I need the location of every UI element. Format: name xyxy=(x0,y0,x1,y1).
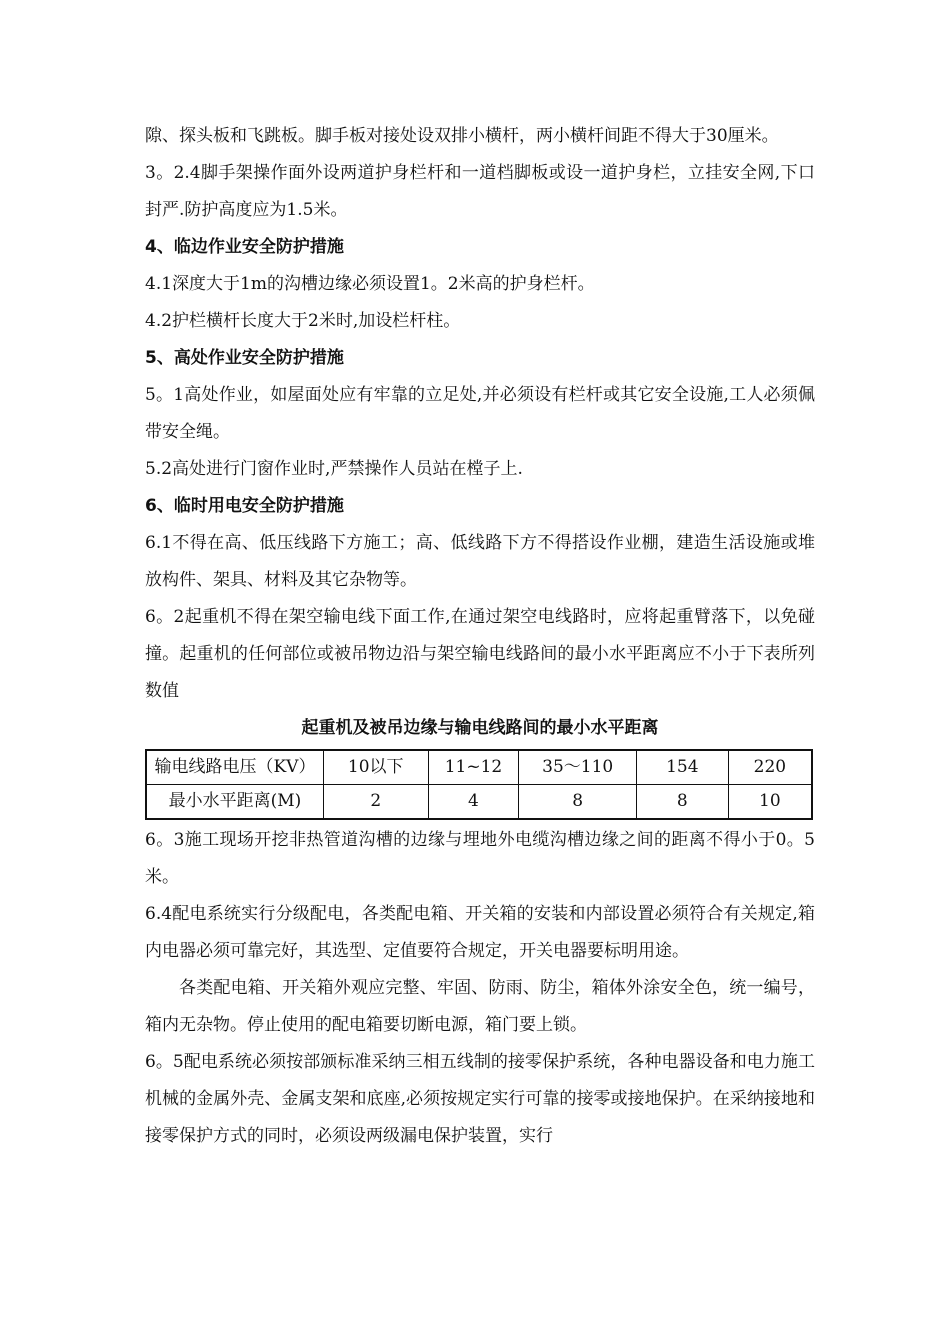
paragraph: 6。2起重机不得在架空输电线下面工作,在通过架空电线路时，应将起重臂落下，以免碰撞。起重机的任何部位或被吊物边沿与架空输电线路间的最小水平距离应不小于下表所列数值 xyxy=(145,607,815,701)
table-cell: 11~12 xyxy=(428,750,519,785)
paragraph: 6。3施工现场开挖非热管道沟槽的边缘与埋地外电缆沟槽边缘之间的距离不得小于0。5米。 xyxy=(145,830,815,887)
table-row xyxy=(146,750,812,785)
paragraph: 4.1深度大于1m的沟槽边缘必须设置1。2米高的护身栏杆。 xyxy=(145,274,595,294)
paragraph: 3。2.4脚手架操作面外设两道护身栏杆和一道档脚板或设一道护身栏，立挂安全网,下口封严.防护高度应为1.5米。 xyxy=(145,163,815,220)
paragraph-indented: 各类配电箱、开关箱外观应完整、牢固、防雨、防尘，箱体外涂安全色，统一编号， 箱内无杂物。停止使用的配电箱要切断电源，箱门要上锁。 xyxy=(145,978,815,1035)
paragraph: 6.1不得在高、低压线路下方施工；高、低线路下方不得搭设作业棚，建造生活设施或堆放构件、架具、材料及其它杂物等。 xyxy=(145,533,815,590)
paragraph: 5。1高处作业，如屋面处应有牢靠的立足处,并必须设有栏杆或其它安全设施,工人必须佩带安全绳。 xyxy=(145,385,815,442)
table-cell: 2 xyxy=(323,785,428,820)
distance-table xyxy=(145,749,813,820)
paragraph: 4.2护栏横杆长度大于2米时,加设栏杆柱。 xyxy=(145,311,461,331)
paragraph: 隙、探头板和飞跳板。脚手板对接处设双排小横杆，两小横杆间距不得大于30厘米。 xyxy=(145,126,779,146)
table-cell: 35～110 xyxy=(519,750,637,785)
table-cell: 154 xyxy=(636,750,728,785)
section-heading: 6、临时用电安全防护措施 xyxy=(145,496,344,516)
table-cell: 8 xyxy=(636,785,728,820)
table-cell: 10 xyxy=(728,785,812,820)
table-cell: 10以下 xyxy=(323,750,428,785)
table-cell: 8 xyxy=(519,785,637,820)
table-cell: 最小水平距离(M) xyxy=(146,785,323,820)
paragraph: 5.2高处进行门窗作业时,严禁操作人员站在樘子上. xyxy=(145,459,523,479)
table-cell: 220 xyxy=(728,750,812,785)
table-cell: 输电线路电压（KV） xyxy=(146,750,323,785)
paragraph: 6。5配电系统必须按部颁标准采纳三相五线制的接零保护系统，各种电器设备和电力施工机械的金属外壳、金属支架和底座,必须按规定实行可靠的接零或接地保护。在采纳接地和接零保护方式的同时，必须设两级漏电保护装置，实行 xyxy=(145,1052,815,1146)
table-cell: 4 xyxy=(428,785,519,820)
section-heading: 5、高处作业安全防护措施 xyxy=(145,348,344,368)
table-row xyxy=(146,785,812,820)
table-caption: 起重机及被吊边缘与输电线路间的最小水平距离 xyxy=(301,718,659,738)
section-heading: 4、临边作业安全防护措施 xyxy=(145,237,344,257)
paragraph: 6.4配电系统实行分级配电，各类配电箱、开关箱的安装和内部设置必须符合有关规定,箱内电器必须可靠完好，其选型、定值要符合规定，开关电器要标明用途。 xyxy=(145,904,815,961)
document-page xyxy=(145,118,815,1155)
